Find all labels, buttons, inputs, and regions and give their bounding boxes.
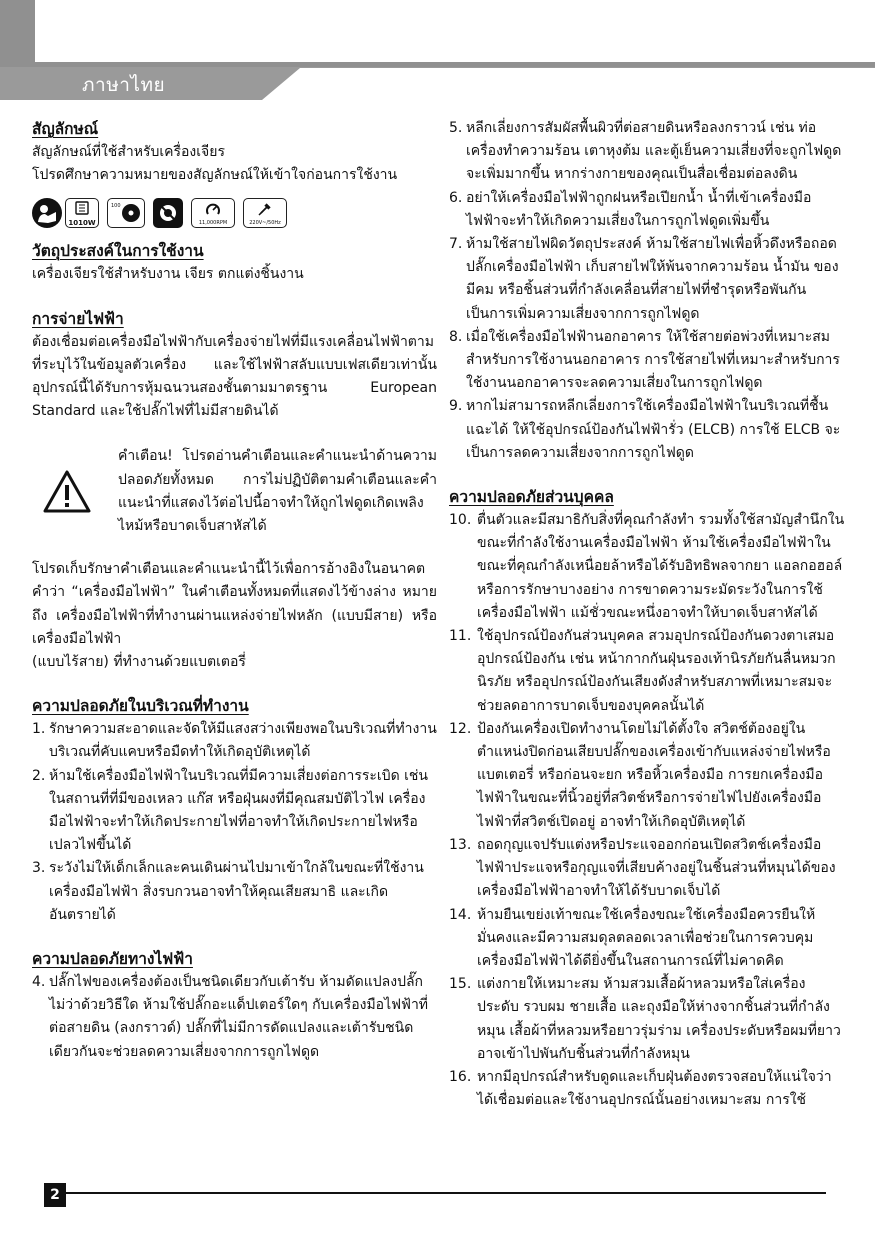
list-item: 14. ห้ามยืนเขย่งเท้าขณะใช้เครื่องขณะใช้เครื่องมือควรยืนให้มั่นคงและมีความสมดุลตลอดเวลาเพื่อช่วยในการควบคุมเครื่องมือไฟฟ้าได้ดียิ่งขึ้นในสถานการณ์ที่ไม่คาดคิด	[449, 906, 816, 969]
list-item: 13. ถอดกุญแจปรับแต่งหรือประแจออกก่อนเปิดสวิตช์เครื่องมือไฟฟ้าประแจหรือกุญแจที่เสียบค้างอยู่ในชิ้นส่วนที่หมุนได้ของเครื่องมือไฟฟ้าอาจทำให้ได้รับบาดเจ็บได้	[449, 836, 836, 900]
list-item: 5. หลีกเลี่ยงการสัมผัสพื้นผิวที่ต่อสายดินหรือลงกราวน์ เช่น ท่อ เครื่องทำความร้อน เตาหุงต้ม และตู้เย็นความเสี่ยงที่จะถูกไฟดูดจะเพิ่มมากขึ้น หากร่างกายของคุณเป็นสื่อเชื่อมต่อลงดิน	[449, 120, 842, 183]
page-number: 2	[44, 1183, 66, 1207]
electrical-safety-list-continued	[449, 117, 845, 465]
list-item: 4. ปลั๊กไฟของเครื่องต้องเป็นชนิดเดียวกับเต้ารับ ห้ามดัดแปลงปลั๊กไม่ว่าด้วยวิธีใด ห้ามใช้ปลั๊กอะแด็ปเตอร์ใดๆ กับเครื่องมือไฟฟ้าที่ต่อสายดิน (ลงกราวด์) ปลั๊กที่ไม่มีการดัดแปลงและเต้ารับชนิดเดียวกันจะช่วยลดความเสี่ยงจากการถูกไฟดูด	[32, 974, 429, 1060]
keep-instructions-text: โปรดเก็บรักษาคำเตือนและคำแนะนำนี้ไว้เพื่อการอ้างอิงในอนาคต คำว่า “เครื่องมือไฟฟ้า” ในคำเตือนทั้งหมดที่แสดงไว้ข้างล่าง หมายถึง เครื่องมือไฟฟ้าที่ทำงานผ่านแหล่งจ่ายไฟหลัก (แบบมีสาย) หรือเครื่องมือไฟฟ้า	[32, 561, 437, 647]
work-area-heading: ความปลอดภัยในบริเวณที่ทำงาน	[32, 697, 249, 716]
power-supply-heading: การจ่ายไฟฟ้า	[32, 309, 124, 328]
list-item: 16. หากมีอุปกรณ์สำหรับดูดและเก็บฝุ่นต้องตรวจสอบให้แน่ใจว่าได้เชื่อมต่อและใช้งานอุปกรณ์นั้นอย่างเหมาะสม การใช้	[449, 1068, 832, 1109]
purpose-heading: วัตถุประสงค์ในการใช้งาน	[32, 242, 204, 261]
power-supply-text: ต้องเชื่อมต่อเครื่องมือไฟฟ้ากับเครื่องจ่ายไฟที่มีแรงเคลื่อนไฟฟ้าตามที่ระบุไว้ในข้อมูลตัวเครื่อง และใช้ไฟฟ้าสลับแบบเฟสเดียวเท่านั้นอุปกรณ์นี้ได้รับการหุ้มฉนวนสองชั้นตามมาตรฐาน European Standard และใช้ปลั๊กไฟที่ไม่มีสายดินได้	[32, 333, 437, 420]
power-rating-icon: 1010W	[65, 198, 99, 228]
list-item: 8. เมื่อใช้เครื่องมือไฟฟ้านอกอาคาร ให้ใช้สายต่อพ่วงที่เหมาะสมสำหรับการใช้งานนอกอาคาร การใช้สายไฟที่เหมาะสำหรับการใช้งานนอกอาคารจะลดความเสี่ยงในการถูกไฟดูด	[449, 328, 840, 392]
list-item: 3. ระวังไม่ให้เด็กเล็กและคนเดินผ่านไปมาเข้าใกล้ในขณะที่ใช้งานเครื่องมือไฟฟ้า สิ่งรบกวนอาจทำให้คุณเสียสมาธิ และเกิดอันตรายได้	[32, 860, 424, 923]
list-item: 1. รักษาความสะอาดและจัดให้มีแสงสว่างเพียงพอในบริเวณที่ทำงาน บริเวณที่คับแคบหรือมืดทำให้เกิดอุบัติเหตุได้	[32, 721, 437, 761]
symbols-heading: สัญลักษณ์	[32, 120, 99, 138]
left-column	[32, 117, 437, 1064]
list-item: 2. ห้ามใช้เครื่องมือไฟฟ้าในบริเวณที่มีความเสี่ยงต่อการระเบิด เช่น ในสถานที่ที่มีของเหลว แก๊ส หรือฝุ่นผงที่มีคุณสมบัติไวไฟ เครื่องมือไฟฟ้าจะทำให้เกิดประกายไฟที่อาจทำให้เกิดประกายไฟหรือเปลวไฟขึ้นได้	[32, 767, 428, 854]
symbol-icons	[32, 198, 437, 228]
electrical-safety-list	[32, 971, 437, 1064]
work-area-list	[32, 718, 437, 927]
personal-safety-heading: ความปลอดภัยส่วนบุคคล	[449, 488, 614, 507]
warning-block	[32, 445, 437, 538]
wear-goggles-icon	[153, 198, 183, 228]
right-column	[449, 117, 845, 1112]
list-item: 10. ตื่นตัวและมีสมาธิกับสิ่งที่คุณกำลังทำ รวมทั้งใช้สามัญสำนึกในขณะที่กำลังใช้งานเครื่องมือไฟฟ้า ห้ามใช้เครื่องมือไฟฟ้าในขณะที่คุณกำลังเหนื่อยล้าหรือได้รับอิทธิพลจากยา แอลกอฮอล์ หรือการรักษาบางอย่าง การขาดความระมัดระวังในการใช้เครื่องมือไฟฟ้า แม้ชั่วขณะหนึ่งอาจทำให้บาดเจ็บสาหัสได้	[449, 512, 845, 621]
keep-instructions-text-2: (แบบไร้สาย) ที่ทำงานด้วยแบตเตอรี่	[32, 654, 246, 671]
list-item: 12. ป้องกันเครื่องเปิดทำงานโดยไม่ได้ตั้งใจ สวิตช์ต้องอยู่ในตำแหน่งปิดก่อนเสียบปลั๊กของเครื่องเข้ากับแหล่งจ่ายไฟหรือแบตเตอรี่ หรือก่อนจะยก หรือหิ้วเครื่องมือ การยกเครื่องมือไฟฟ้าในขณะที่นิ้วอยู่ที่สวิตช์หรือการจ่ายไฟไปยังเครื่องมือไฟฟ้าที่สวิตช์เปิดอยู่ อาจทำให้เกิดอุบัติเหตุได้	[449, 720, 831, 830]
personal-safety-list	[449, 509, 845, 1112]
list-item: 6. อย่าให้เครื่องมือไฟฟ้าถูกฝนหรือเปียกน้ำ น้ำที่เข้าเครื่องมือไฟฟ้าจะทำให้เกิดความเสี่ยงในการถูกไฟดูดเพิ่มขึ้น	[449, 189, 812, 229]
footer-rule	[66, 1192, 826, 1194]
disc-diameter-icon: 100	[107, 198, 145, 228]
read-manual-icon	[32, 198, 62, 228]
symbols-text-1: สัญลักษณ์ที่ใช้สำหรับเครื่องเจียร	[32, 144, 225, 160]
voltage-rating-icon: 220V~/50Hz	[243, 198, 287, 228]
electrical-safety-heading: ความปลอดภัยทางไฟฟ้า	[32, 950, 193, 969]
list-item: 7. ห้ามใช้สายไฟผิดวัตถุประสงค์ ห้ามใช้สายไฟเพื่อหิ้วดึงหรือถอดปลั๊กเครื่องมือไฟฟ้า เก็บสายไฟให้พ้นจากความร้อน น้ำมัน ของมีคม หรือชิ้นส่วนที่กำลังเคลื่อนที่สายไฟที่ชำรุดหรือพันกันเป็นการเพิ่มความเสี่ยงจากการถูกไฟดูด	[449, 236, 839, 322]
warning-text: คำเตือน! โปรดอ่านคำเตือนและคำแนะนำด้านความปลอดภัยทั้งหมด การไม่ปฏิบัติตามคำเตือนและคำแนะนำที่แสดงไว้ต่อไปนี้อาจทำให้ถูกไฟดูดเกิดเพลิงไหม้หรือบาดเจ็บสาหัสได้	[118, 448, 437, 535]
speed-rating-icon: 11,000RPM	[191, 198, 235, 228]
list-item: 11. ใช้อุปกรณ์ป้องกันส่วนบุคคล สวมอุปกรณ์ป้องกันดวงตาเสมอ อุปกรณ์ป้องกัน เช่น หน้ากากกันฝุ่นรองเท้านิรภัยกันลื่นหมวกนิรภัย หรืออุปกรณ์ป้องกันเสียงดังสำหรับสภาพที่เหมาะสมจะช่วยลดอาการบาดเจ็บของบุคคลนั้นได้	[449, 628, 836, 714]
symbols-text-2: โปรดศึกษาความหมายของสัญลักษณ์ให้เข้าใจก่อนการใช้งาน	[32, 167, 398, 184]
list-item: 15. แต่งกายให้เหมาะสม ห้ามสวมเสื้อผ้าหลวมหรือใส่เครื่องประดับ รวบผม ชายเสื้อ และถุงมือให้ห่างจากชิ้นส่วนที่กำลังหมุน เสื้อผ้าที่หลวมหรือยาวรุ่มร่าม เครื่องประดับหรือผมที่ยาว อาจเข้าไปพันกับชิ้นส่วนที่กำลังหมุน	[449, 976, 841, 1062]
list-item: 9. หากไม่สามารถหลีกเลี่ยงการใช้เครื่องมือไฟฟ้าในบริเวณที่ชื้นแฉะได้ ให้ใช้อุปกรณ์ป้องกันไฟฟ้ารั่ว (ELCB) การใช้ ELCB จะเป็นการลดความเสี่ยงจากการถูกไฟดูด	[449, 398, 841, 461]
warning-triangle-icon	[42, 469, 92, 515]
language-tab: ภาษาไทย	[82, 74, 166, 96]
purpose-text: เครื่องเจียรใช้สำหรับงาน เจียร ตกแต่งชิ้นงาน	[32, 266, 304, 283]
manual-and-power-icons	[32, 198, 99, 228]
